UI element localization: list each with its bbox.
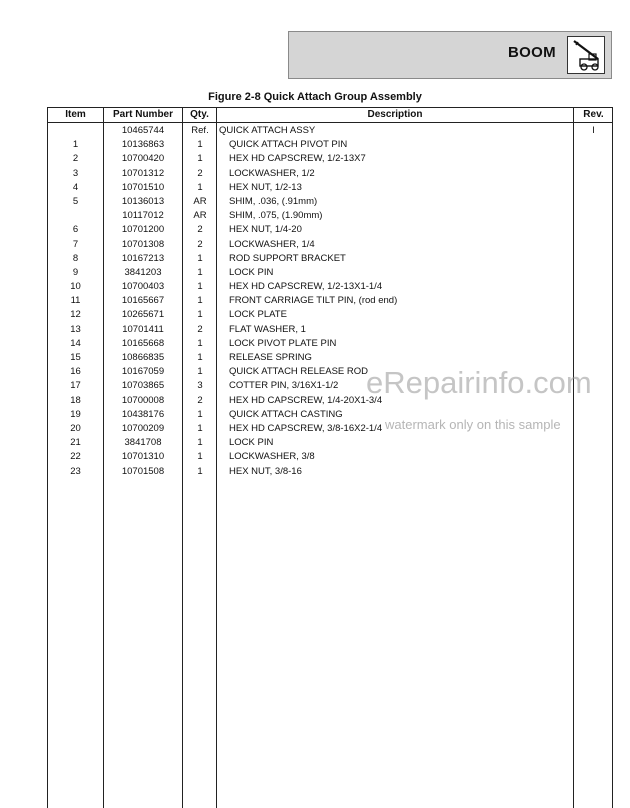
table-row xyxy=(48,280,612,294)
parts-table xyxy=(47,107,613,808)
table-row xyxy=(48,238,612,252)
table-row xyxy=(48,138,612,152)
cell-qty: 1 xyxy=(197,281,203,293)
cell-part-number: 10701510 xyxy=(121,181,165,193)
column-header-rev: Rev. xyxy=(583,109,604,120)
cell-qty: 1 xyxy=(197,451,203,463)
cell-part-number: 10703865 xyxy=(121,380,165,392)
cell-description: LOCKWASHER, 1/4 xyxy=(229,238,315,250)
table-row xyxy=(48,181,612,195)
cell-qty: AR xyxy=(193,210,207,222)
column-header-part-number: Part Number xyxy=(112,109,173,120)
cell-item: 14 xyxy=(70,337,81,349)
cell-qty: 1 xyxy=(197,422,203,434)
cell-description: COTTER PIN, 3/16X1-1/2 xyxy=(229,380,339,392)
cell-qty: 1 xyxy=(197,139,203,151)
cell-description: QUICK ATTACH RELEASE ROD xyxy=(229,366,369,378)
cell-part-number: 10438176 xyxy=(121,408,165,420)
cell-item: 12 xyxy=(70,309,81,321)
cell-qty: 1 xyxy=(197,153,203,165)
cell-qty: 1 xyxy=(197,337,203,349)
cell-part-number: 10700209 xyxy=(121,422,165,434)
cell-part-number: 10701310 xyxy=(121,451,165,463)
cell-part-number: 10136863 xyxy=(121,139,165,151)
cell-description: RELEASE SPRING xyxy=(229,352,312,363)
table-row xyxy=(48,323,612,337)
table-row xyxy=(48,195,612,209)
cell-part-number: 10700420 xyxy=(121,153,165,165)
cell-item: 17 xyxy=(70,380,81,392)
cell-part-number: 10165667 xyxy=(121,295,165,307)
cell-part-number: 10701411 xyxy=(122,323,164,335)
cell-item: 1 xyxy=(72,139,79,151)
cell-item: 23 xyxy=(70,465,81,477)
cell-description: FRONT CARRIAGE TILT PIN, (rod end) xyxy=(229,295,398,307)
cell-description: QUICK ATTACH PIVOT PIN xyxy=(229,139,348,151)
table-row xyxy=(48,351,612,365)
cell-part-number: 10701308 xyxy=(121,238,165,250)
cell-description: SHIM, .075, (1.90mm) xyxy=(229,210,323,222)
cell-part-number: 3841203 xyxy=(124,266,162,278)
cell-qty: 1 xyxy=(197,252,203,264)
cell-item: 2 xyxy=(72,153,79,165)
cell-qty: 2 xyxy=(197,167,203,179)
cell-part-number: 10701312 xyxy=(121,167,165,179)
cell-description: LOCK PLATE xyxy=(229,309,287,321)
cell-description: HEX HD CAPSCREW, 1/2-13X1-1/4 xyxy=(229,281,383,293)
cell-qty: 1 xyxy=(197,408,203,420)
table-row xyxy=(48,294,612,308)
cell-qty: 1 xyxy=(197,465,203,477)
cell-item: 6 xyxy=(72,224,79,236)
cell-description: HEX HD CAPSCREW, 1/2-13X7 xyxy=(229,153,366,165)
cell-item: 15 xyxy=(70,352,81,363)
cell-description: HEX NUT, 1/2-13 xyxy=(229,181,302,193)
cell-qty: AR xyxy=(193,195,207,207)
cell-description: LOCK PIN xyxy=(229,266,274,278)
section-header xyxy=(288,31,612,79)
cell-description: LOCKWASHER, 3/8 xyxy=(229,451,315,463)
watermark-note: watermark only on this sample xyxy=(385,417,561,432)
table-row xyxy=(48,450,612,464)
cell-description: LOCKWASHER, 1/2 xyxy=(229,167,315,179)
cell-description: SHIM, .036, (.91mm) xyxy=(229,195,318,207)
cell-item: 18 xyxy=(70,394,81,406)
cell-item: 13 xyxy=(70,323,81,335)
cell-qty: 1 xyxy=(197,266,203,278)
cell-qty: 1 xyxy=(197,295,203,307)
table-row xyxy=(48,436,612,450)
cell-qty: 2 xyxy=(197,394,203,406)
cell-description: HEX NUT, 3/8-16 xyxy=(229,465,302,477)
cell-qty: Ref. xyxy=(191,125,209,136)
cell-description: FLAT WASHER, 1 xyxy=(229,323,306,335)
table-row xyxy=(48,465,612,479)
table-row xyxy=(48,167,612,181)
header-divider xyxy=(48,122,612,123)
section-title: BOOM xyxy=(508,44,556,61)
cell-qty: 3 xyxy=(197,380,203,392)
cell-description: HEX NUT, 1/4-20 xyxy=(229,224,302,236)
cell-qty: 1 xyxy=(197,309,203,321)
cell-part-number: 10165668 xyxy=(121,337,165,349)
cell-description: HEX HD CAPSCREW, 3/8-16X2-1/4 xyxy=(229,422,383,434)
cell-part-number: 10265671 xyxy=(121,309,165,321)
table-row xyxy=(48,124,612,138)
cell-qty: 1 xyxy=(197,181,203,193)
cell-item: 19 xyxy=(70,408,81,420)
watermark-brand: eRepairinfo.com xyxy=(366,365,592,400)
cell-description: LOCK PIVOT PLATE PIN xyxy=(229,337,337,349)
cell-description: QUICK ATTACH CASTING xyxy=(229,408,343,420)
cell-qty: 2 xyxy=(197,323,203,335)
figure-title: Figure 2-8 Quick Attach Group Assembly xyxy=(208,91,422,103)
cell-description: ROD SUPPORT BRACKET xyxy=(229,252,346,264)
cell-item: 9 xyxy=(72,266,79,278)
cell-item: 22 xyxy=(70,451,81,463)
table-row xyxy=(48,337,612,351)
cell-part-number: 10465744 xyxy=(121,125,165,136)
cell-item: 4 xyxy=(72,181,79,193)
cell-rev: I xyxy=(592,125,595,136)
cell-part-number: 10701508 xyxy=(121,465,165,477)
cell-part-number: 10866835 xyxy=(121,352,165,363)
cell-part-number: 10167059 xyxy=(121,366,165,378)
cell-part-number: 10700008 xyxy=(121,394,165,406)
cell-item: 8 xyxy=(72,252,79,264)
cell-item: 7 xyxy=(72,238,79,250)
telehandler-boom-icon xyxy=(567,36,605,74)
table-row xyxy=(48,152,612,166)
cell-qty: 1 xyxy=(197,437,203,449)
cell-description: LOCK PIN xyxy=(229,437,274,449)
cell-item: 16 xyxy=(70,366,81,378)
column-header-qty: Qty. xyxy=(190,109,209,120)
cell-item: 20 xyxy=(70,422,81,434)
column-header-item: Item xyxy=(65,109,86,120)
cell-part-number: 3841708 xyxy=(124,437,162,449)
table-row xyxy=(48,209,612,223)
cell-description: QUICK ATTACH ASSY xyxy=(219,125,316,136)
table-row xyxy=(48,308,612,322)
cell-part-number: 10136013 xyxy=(121,195,165,207)
cell-item: 21 xyxy=(70,437,81,449)
cell-part-number: 10701200 xyxy=(121,224,165,236)
table-row xyxy=(48,223,612,237)
cell-part-number: 10117012 xyxy=(122,210,164,222)
cell-description: HEX HD CAPSCREW, 1/4-20X1-3/4 xyxy=(229,394,383,406)
table-row xyxy=(48,266,612,280)
cell-item: 10 xyxy=(70,281,81,293)
cell-qty: 2 xyxy=(197,224,203,236)
cell-item: 3 xyxy=(72,167,79,179)
column-header-description: Description xyxy=(367,109,423,120)
cell-qty: 1 xyxy=(197,352,203,363)
cell-item: 5 xyxy=(72,195,79,207)
cell-qty: 2 xyxy=(197,238,203,250)
table-row xyxy=(48,252,612,266)
cell-part-number: 10700403 xyxy=(121,281,165,293)
cell-qty: 1 xyxy=(197,366,203,378)
cell-part-number: 10167213 xyxy=(121,252,165,264)
cell-item: 11 xyxy=(70,295,81,307)
